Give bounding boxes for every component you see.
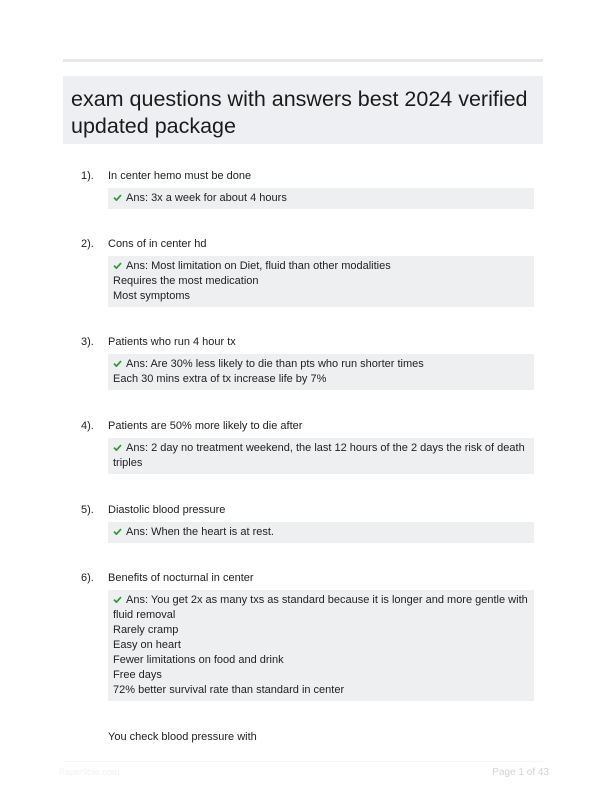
answer-text: Easy on heart xyxy=(113,639,181,651)
check-icon xyxy=(113,262,122,269)
page-title: exam questions with answers best 2024 verified updated package xyxy=(71,87,528,138)
question-number: 4). xyxy=(81,420,94,432)
question-text: Benefits of nocturnal in center xyxy=(108,572,254,584)
answer-line xyxy=(113,289,529,304)
answer-text: Each 30 mins extra of tx increase life by 7% xyxy=(113,373,327,385)
answer-line-first xyxy=(113,191,529,206)
check-icon xyxy=(113,360,122,367)
answer-text: Ans: 3x a week for about 4 hours xyxy=(126,192,287,204)
top-divider xyxy=(63,59,543,62)
page-number: Page 1 of 43 xyxy=(492,767,549,778)
answer-line xyxy=(113,668,529,683)
check-icon xyxy=(113,444,122,451)
answer-line xyxy=(113,623,529,638)
answer-box xyxy=(108,354,534,390)
footer-divider xyxy=(63,761,543,762)
answer-text: Free days xyxy=(113,669,162,681)
check-icon xyxy=(113,596,122,603)
answer-text: fluid removal xyxy=(113,609,176,621)
answer-text: 72% better survival rate than standard in center xyxy=(113,684,345,696)
answer-line xyxy=(113,638,529,653)
answer-line-first xyxy=(113,259,529,274)
question-number: 6). xyxy=(81,572,94,584)
answer-line-first xyxy=(113,593,529,608)
answer-text: Requires the most medication xyxy=(113,275,259,287)
question-number: 2). xyxy=(81,238,94,250)
answer-text: Rarely cramp xyxy=(113,624,179,636)
answer-box xyxy=(108,438,534,474)
answer-text: Fewer limitations on food and drink xyxy=(113,654,284,666)
answer-text: Ans: You get 2x as many txs as standard because it is longer and more gentle with xyxy=(126,594,528,606)
answer-line-first xyxy=(113,525,529,540)
answer-text: Ans: When the heart is at rest. xyxy=(126,526,274,538)
answer-line xyxy=(113,372,529,387)
footer-watermark: Paper9ble.com xyxy=(59,767,120,777)
answer-text: Ans: Most limitation on Diet, fluid than other modalities xyxy=(126,260,391,272)
question-number: 5). xyxy=(81,504,94,516)
title-banner xyxy=(63,76,543,144)
question-text: Patients are 50% more likely to die after xyxy=(108,420,303,432)
answer-box xyxy=(108,256,534,307)
question-number: 3). xyxy=(81,336,94,348)
answer-line-first xyxy=(113,441,529,456)
answer-line-first xyxy=(113,357,529,372)
question-text: Diastolic blood pressure xyxy=(108,504,226,516)
answer-line xyxy=(113,456,529,471)
check-icon xyxy=(113,194,122,201)
question-text: Patients who run 4 hour tx xyxy=(108,336,236,348)
answer-text: Ans: 2 day no treatment weekend, the last 12 hours of the 2 days the risk of death xyxy=(126,442,525,454)
answer-box xyxy=(108,590,534,701)
answer-box xyxy=(108,188,534,209)
answer-line xyxy=(113,653,529,668)
question-text: Cons of in center hd xyxy=(108,238,207,250)
question-number: 1). xyxy=(81,170,94,182)
check-icon xyxy=(113,528,122,535)
question-text-partial: You check blood pressure with xyxy=(108,731,257,743)
answer-text: Ans: Are 30% less likely to die than pts who run shorter times xyxy=(126,358,424,370)
answer-text: Most symptoms xyxy=(113,290,191,302)
answer-line xyxy=(113,683,529,698)
answer-text: triples xyxy=(113,457,143,469)
question-text: In center hemo must be done xyxy=(108,170,252,182)
answer-line xyxy=(113,608,529,623)
answer-box xyxy=(108,522,534,543)
answer-line xyxy=(113,274,529,289)
